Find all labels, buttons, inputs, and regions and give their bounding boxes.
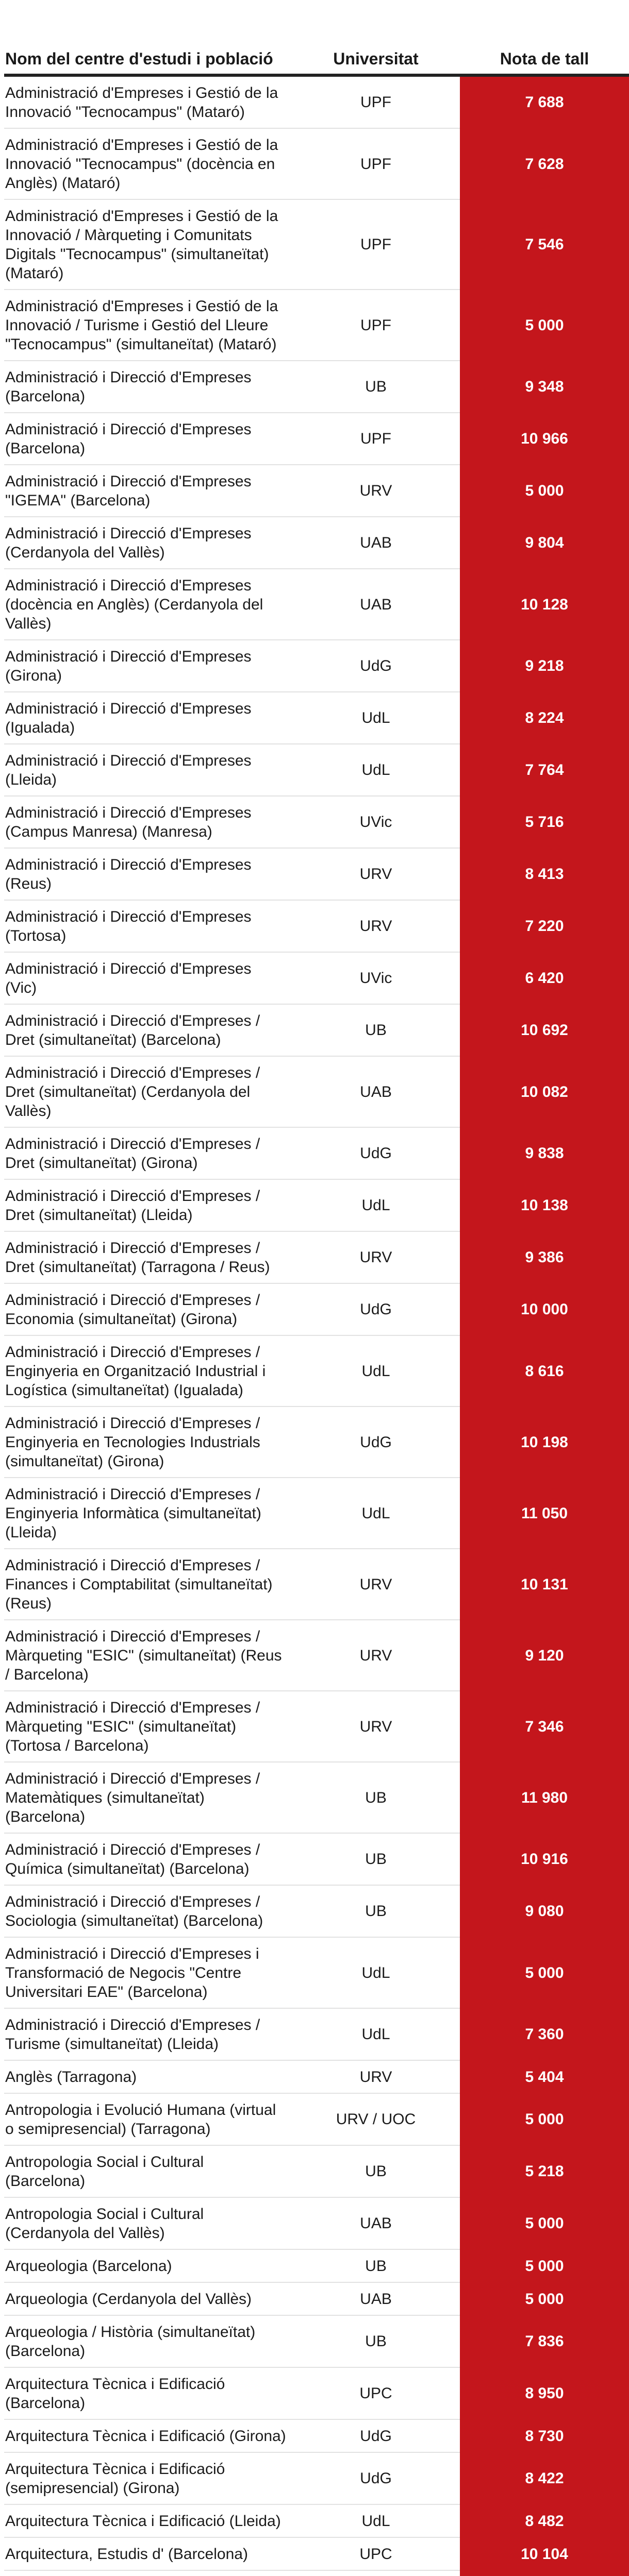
cell-study-center: Administració i Direcció d'Empreses / Dret (simultaneïtat) (Lleida) — [4, 1179, 292, 1231]
cell-university: UdG — [292, 1127, 460, 1179]
cell-cutoff-grade: 7 836 — [460, 2315, 629, 2367]
cell-cutoff-grade: 5 000 — [460, 465, 629, 517]
cell-university: UVic — [292, 796, 460, 848]
table-row — [4, 900, 629, 952]
cell-study-center: Antropologia Social i Cultural (Cerdanyola del Vallès) — [4, 2197, 292, 2249]
cell-study-center: Arqueologia (Cerdanyola del Vallès) — [4, 2282, 292, 2315]
table-row — [4, 744, 629, 796]
cell-university: UB — [292, 1004, 460, 1056]
cell-university: URV / UOC — [292, 2093, 460, 2145]
cell-cutoff-grade: 10 966 — [460, 413, 629, 465]
cell-university: UdL — [292, 2504, 460, 2537]
table-row — [4, 2315, 629, 2367]
table-row — [4, 1691, 629, 1762]
cell-university: UB — [292, 2315, 460, 2367]
table-row — [4, 2093, 629, 2145]
cell-cutoff-grade: 7 220 — [460, 900, 629, 952]
cell-university: URV — [292, 1231, 460, 1283]
cutoff-grades-table — [4, 0, 629, 2576]
cell-study-center: Administració d'Empreses i Gestió de la Innovació "Tecnocampus" (docència en Anglès) (Mataró) — [4, 128, 292, 199]
cell-study-center: Administració i Direcció d'Empreses (Barcelona) — [4, 413, 292, 465]
cell-cutoff-grade: 8 422 — [460, 2452, 629, 2504]
table-row — [4, 1620, 629, 1691]
cell-study-center: Administració i Direcció d'Empreses (Reus) — [4, 848, 292, 900]
cell-university: UdG — [292, 1406, 460, 1478]
cell-university: UdL — [292, 1179, 460, 1231]
cell-university: UPF — [292, 128, 460, 199]
cell-study-center: Administració i Direcció d'Empreses (Lleida) — [4, 744, 292, 796]
table-row — [4, 848, 629, 900]
cell-study-center: Administració d'Empreses i Gestió de la Innovació / Màrqueting i Comunitats Digitals "Tecnocampus" (simultaneïtat) (Mataró) — [4, 199, 292, 290]
table-body — [4, 75, 629, 2576]
table-row — [4, 2060, 629, 2093]
cell-university: UAB — [292, 517, 460, 569]
cell-cutoff-grade: 5 218 — [460, 2145, 629, 2197]
table-row — [4, 952, 629, 1004]
cell-university: UB — [292, 361, 460, 413]
cell-study-center: Administració i Direcció d'Empreses (Tortosa) — [4, 900, 292, 952]
cell-university: UB — [292, 1885, 460, 1937]
cell-cutoff-grade: 8 413 — [460, 848, 629, 900]
table-header-row — [4, 0, 629, 75]
table-row — [4, 413, 629, 465]
cell-cutoff-grade: 7 360 — [460, 2008, 629, 2060]
cell-study-center: Antropologia i Evolució Humana (virtual o semipresencial) (Tarragona) — [4, 2093, 292, 2145]
cell-study-center: Administració i Direcció d'Empreses i Transformació de Negocis "Centre Universitari EAE" (Barcelona) — [4, 1937, 292, 2008]
table-row — [4, 2249, 629, 2282]
cell-university: UPF — [292, 413, 460, 465]
cell-cutoff-grade: 10 198 — [460, 1406, 629, 1478]
table-row — [4, 1478, 629, 1549]
cell-cutoff-grade: 5 000 — [460, 1937, 629, 2008]
cell-study-center: Administració i Direcció d'Empreses / Màrqueting "ESIC" (simultaneïtat) (Tortosa / Barcelona) — [4, 1691, 292, 1762]
table-row — [4, 290, 629, 361]
cell-university: URV — [292, 2060, 460, 2093]
cell-cutoff-grade: 5 000 — [460, 2197, 629, 2249]
table-row — [4, 128, 629, 199]
cell-study-center: Anglès (Tarragona) — [4, 2060, 292, 2093]
cell-cutoff-grade: 5 716 — [460, 796, 629, 848]
cell-study-center: Antropologia Social i Cultural (Barcelona) — [4, 2145, 292, 2197]
cell-university: URV — [292, 465, 460, 517]
cell-study-center: Arqueologia / Història (simultaneïtat) (Barcelona) — [4, 2315, 292, 2367]
cell-university: UAB — [292, 569, 460, 640]
column-header-university[interactable]: Universitat — [292, 0, 460, 75]
cell-study-center: Administració i Direcció d'Empreses (Barcelona) — [4, 361, 292, 413]
cell-university: UB — [292, 1762, 460, 1833]
cell-study-center: Administració i Direcció d'Empreses / Dret (simultaneïtat) (Tarragona / Reus) — [4, 1231, 292, 1283]
cell-study-center: Administració i Direcció d'Empreses / Enginyeria en Tecnologies Industrials (simultaneïtat) (Girona) — [4, 1406, 292, 1478]
cell-cutoff-grade: 8 482 — [460, 2504, 629, 2537]
cell-university: URV — [292, 1549, 460, 1620]
cell-cutoff-grade: 5 000 — [460, 290, 629, 361]
table-row — [4, 1283, 629, 1335]
cell-cutoff-grade: 10 128 — [460, 569, 629, 640]
cell-cutoff-grade: 8 950 — [460, 2367, 629, 2419]
table-row — [4, 2008, 629, 2060]
table-row — [4, 1056, 629, 1127]
cell-university: UPC — [292, 2367, 460, 2419]
cell-cutoff-grade: 10 000 — [460, 1283, 629, 1335]
cell-study-center: Administració i Direcció d'Empreses / Sociologia (simultaneïtat) (Barcelona) — [4, 1885, 292, 1937]
cell-cutoff-grade: 11 050 — [460, 1478, 629, 1549]
cell-university: UVic — [292, 952, 460, 1004]
cell-cutoff-grade: 7 688 — [460, 75, 629, 128]
cell-cutoff-grade: 5 404 — [460, 2060, 629, 2093]
cell-university: UdL — [292, 2008, 460, 2060]
cell-study-center: Arquitectura Tècnica i Edificació (Lleida) — [4, 2504, 292, 2537]
table-row — [4, 1406, 629, 1478]
cell-cutoff-grade: 7 764 — [460, 744, 629, 796]
cell-university: UAB — [292, 1056, 460, 1127]
cell-cutoff-grade: 10 082 — [460, 1056, 629, 1127]
table-row — [4, 517, 629, 569]
cell-study-center: Administració i Direcció d'Empreses / Turisme (simultaneïtat) (Lleida) — [4, 2008, 292, 2060]
cell-university: UAB — [292, 2197, 460, 2249]
table-row — [4, 569, 629, 640]
cell-study-center: Administració d'Empreses i Gestió de la Innovació "Tecnocampus" (Mataró) — [4, 75, 292, 128]
cell-university: UB — [292, 1833, 460, 1885]
cell-cutoff-grade: 9 838 — [460, 1127, 629, 1179]
table-row — [4, 1885, 629, 1937]
cell-university: UPC — [292, 2537, 460, 2570]
cell-university: UPF — [292, 290, 460, 361]
cell-study-center: Administració i Direcció d'Empreses / Finances i Comptabilitat (simultaneïtat) (Reus) — [4, 1549, 292, 1620]
cell-study-center: Administració i Direcció d'Empreses (Igualada) — [4, 692, 292, 744]
cell-cutoff-grade: 8 730 — [460, 2419, 629, 2452]
cell-study-center: Administració i Direcció d'Empreses (Campus Manresa) (Manresa) — [4, 796, 292, 848]
cell-cutoff-grade: 9 080 — [460, 1885, 629, 1937]
cell-university: URV — [292, 900, 460, 952]
cell-cutoff-grade: 5 000 — [460, 2093, 629, 2145]
cell-university: UPF — [292, 75, 460, 128]
cell-study-center: Arquitectura Tècnica i Edificació (Girona) — [4, 2419, 292, 2452]
cell-university: UdG — [292, 2419, 460, 2452]
cell-cutoff-grade: 5 000 — [460, 2282, 629, 2315]
cell-cutoff-grade: 7 346 — [460, 1691, 629, 1762]
cell-university: UdL — [292, 1937, 460, 2008]
table-row — [4, 692, 629, 744]
cell-study-center: Administració i Direcció d'Empreses / Dret (simultaneïtat) (Girona) — [4, 1127, 292, 1179]
table-row — [4, 1549, 629, 1620]
cell-study-center: Administració i Direcció d'Empreses / Economia (simultaneïtat) (Girona) — [4, 1283, 292, 1335]
cell-university: UPF — [292, 199, 460, 290]
cell-study-center: Administració i Direcció d'Empreses (Vic) — [4, 952, 292, 1004]
cell-cutoff-grade: 10 131 — [460, 1549, 629, 1620]
cell-cutoff-grade: 9 218 — [460, 640, 629, 692]
cell-study-center: Administració i Direcció d'Empreses (docència en Anglès) (Cerdanyola del Vallès) — [4, 569, 292, 640]
table-row — [4, 2282, 629, 2315]
table-row — [4, 2452, 629, 2504]
cell-university: UAB — [292, 2282, 460, 2315]
cell-cutoff-grade: 10 138 — [460, 1179, 629, 1231]
cell-university: UdL — [292, 1478, 460, 1549]
table-row — [4, 1833, 629, 1885]
cell-study-center: Administració i Direcció d'Empreses / Matemàtiques (simultaneïtat) (Barcelona) — [4, 1762, 292, 1833]
cell-university: UB — [292, 2145, 460, 2197]
datawrapper-table-chart — [4, 0, 629, 2576]
table-row — [4, 2197, 629, 2249]
cell-cutoff-grade: 9 120 — [460, 1620, 629, 1691]
table-row — [4, 796, 629, 848]
cell-study-center: Administració i Direcció d'Empreses / Enginyeria Informàtica (simultaneïtat) (Lleida) — [4, 1478, 292, 1549]
cell-university — [292, 2570, 460, 2576]
cell-university: UB — [292, 2249, 460, 2282]
cell-cutoff-grade: 9 386 — [460, 1231, 629, 1283]
table-row — [4, 1937, 629, 2008]
table-row — [4, 2419, 629, 2452]
table-row — [4, 2145, 629, 2197]
cell-university: URV — [292, 1691, 460, 1762]
cell-cutoff-grade: 5 000 — [460, 2249, 629, 2282]
table-row — [4, 1127, 629, 1179]
table-row — [4, 1004, 629, 1056]
cell-university: URV — [292, 1620, 460, 1691]
cell-cutoff-grade: 10 104 — [460, 2537, 629, 2570]
column-header-study-center[interactable]: Nom del centre d'estudi i població — [4, 0, 292, 75]
cell-cutoff-grade: 6 420 — [460, 952, 629, 1004]
table-row — [4, 199, 629, 290]
cell-cutoff-grade: 7 628 — [460, 128, 629, 199]
cell-cutoff-grade: 7 546 — [460, 199, 629, 290]
cell-study-center: Administració i Direcció d'Empreses (Cerdanyola del Vallès) — [4, 517, 292, 569]
table-row — [4, 640, 629, 692]
cell-university: UdL — [292, 744, 460, 796]
table-row — [4, 1762, 629, 1833]
cell-study-center: Arquitectura, Estudis d' (Barcelona) — [4, 2537, 292, 2570]
table-row — [4, 465, 629, 517]
table-row — [4, 75, 629, 128]
cell-study-center: Administració i Direcció d'Empreses / Dret (simultaneïtat) (Barcelona) — [4, 1004, 292, 1056]
cell-cutoff-grade: 8 616 — [460, 1335, 629, 1406]
table-row — [4, 2367, 629, 2419]
cell-cutoff-grade: 8 224 — [460, 692, 629, 744]
cell-study-center: Administració i Direcció d'Empreses / Dret (simultaneïtat) (Cerdanyola del Vallès) — [4, 1056, 292, 1127]
cell-university: UdL — [292, 692, 460, 744]
cell-university: URV — [292, 848, 460, 900]
cell-study-center: Arquitectura Tècnica i Edificació (Barcelona) — [4, 2367, 292, 2419]
cell-university: UdG — [292, 2452, 460, 2504]
column-header-cutoff-grade[interactable]: Nota de tall — [460, 0, 629, 75]
cell-study-center: Administració i Direcció d'Empreses "IGEMA" (Barcelona) — [4, 465, 292, 517]
table-row — [4, 361, 629, 413]
cell-cutoff-grade: 10 916 — [460, 1833, 629, 1885]
table-row — [4, 1179, 629, 1231]
cell-study-center: Arquitectura Tècnica i Edificació (semipresencial) (Girona) — [4, 2452, 292, 2504]
cell-study-center: Administració i Direcció d'Empreses / Enginyeria en Organització Industrial i Logística (simultaneïtat) (Igualada) — [4, 1335, 292, 1406]
table-row — [4, 2537, 629, 2570]
cell-study-center: Administració d'Empreses i Gestió de la Innovació / Turisme i Gestió del Lleure "Tecnocampus" (simultaneïtat) (Mataró) — [4, 290, 292, 361]
table-row — [4, 1231, 629, 1283]
cell-cutoff-grade: 9 348 — [460, 361, 629, 413]
table-row — [4, 2570, 629, 2576]
cell-study-center: Arqueologia (Barcelona) — [4, 2249, 292, 2282]
cell-university: UdG — [292, 640, 460, 692]
cell-study-center: Administració i Direcció d'Empreses (Girona) — [4, 640, 292, 692]
table-row — [4, 1335, 629, 1406]
cell-study-center: Administració i Direcció d'Empreses / Màrqueting "ESIC" (simultaneïtat) (Reus / Barcelona) — [4, 1620, 292, 1691]
cell-cutoff-grade — [460, 2570, 629, 2576]
cell-university: UdG — [292, 1283, 460, 1335]
table-row — [4, 2504, 629, 2537]
cell-university: UdL — [292, 1335, 460, 1406]
cell-study-center — [4, 2570, 292, 2576]
cell-study-center: Administració i Direcció d'Empreses / Química (simultaneïtat) (Barcelona) — [4, 1833, 292, 1885]
cell-cutoff-grade: 9 804 — [460, 517, 629, 569]
cell-cutoff-grade: 10 692 — [460, 1004, 629, 1056]
cell-cutoff-grade: 11 980 — [460, 1762, 629, 1833]
